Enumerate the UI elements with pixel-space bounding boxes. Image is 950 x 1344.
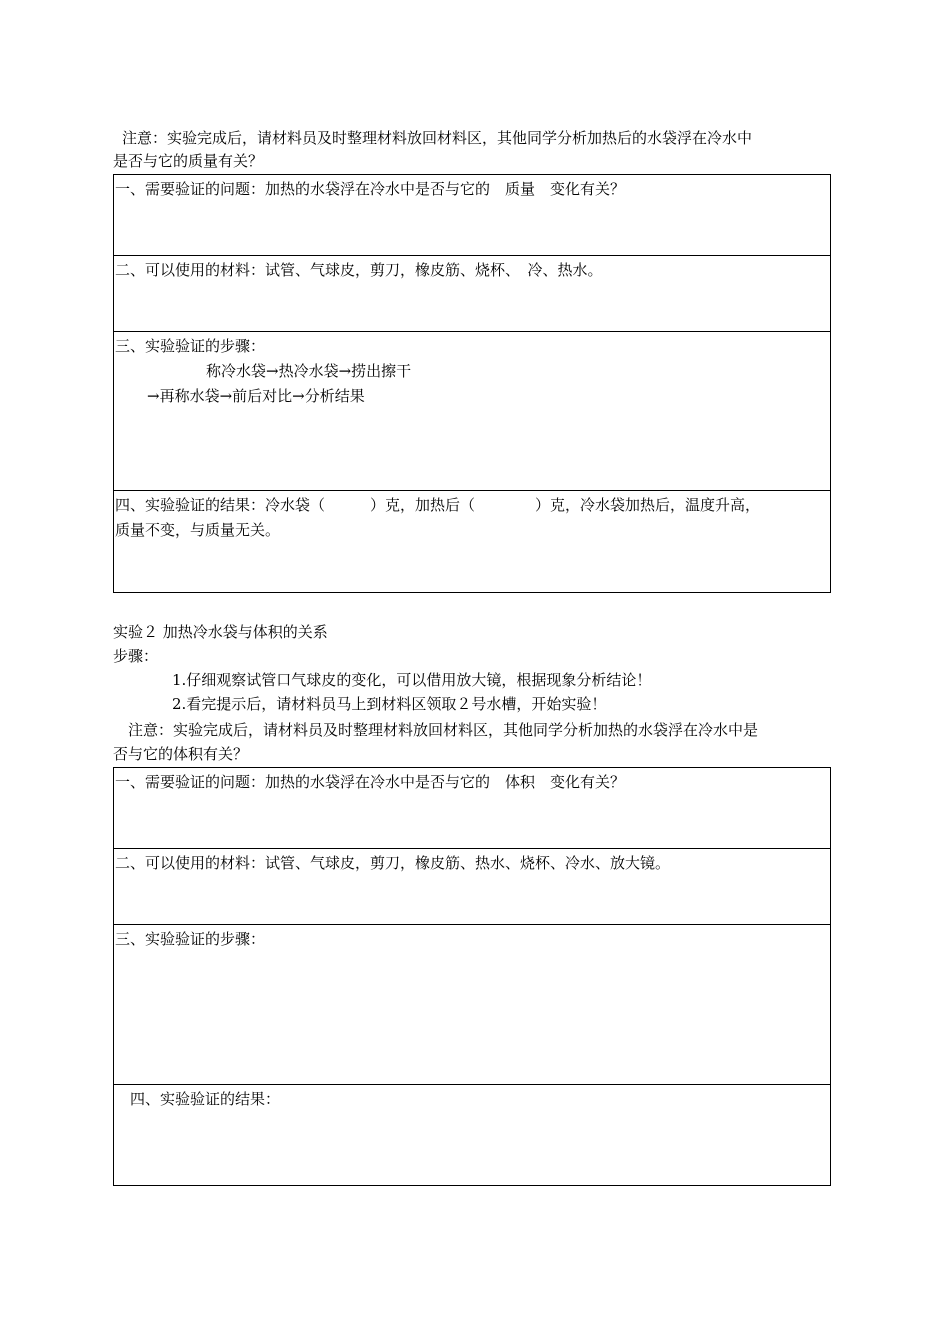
exp2-steps-label: 步骤： <box>113 647 159 665</box>
exp1-row-materials <box>114 255 830 332</box>
exp1-steps-label: 三、实验验证的步骤： <box>115 337 266 355</box>
exp2-note-line1: 注意：实验完成后，请材料员及时整理材料放回材料区，其他同学分析加热的水袋浮在冷水中是 <box>128 721 759 739</box>
exp2-question-text: 一、需要验证的问题：加热的水袋浮在冷水中是否与它的 体积 变化有关？ <box>115 773 626 791</box>
exp1-table <box>113 174 831 593</box>
exp1-result-line2: 质量不变，与质量无关。 <box>115 521 281 539</box>
exp2-steps-label-cell: 三、实验验证的步骤： <box>115 930 266 948</box>
exp2-row-materials <box>114 848 830 925</box>
exp2-row-result <box>114 1084 830 1188</box>
exp2-row-question <box>114 768 830 848</box>
exp1-step-line2: →再称水袋→前后对比→分析结果 <box>147 387 365 405</box>
exp1-note-line2: 是否与它的质量有关？ <box>113 152 264 170</box>
exp1-question-text: 一、需要验证的问题：加热的水袋浮在冷水中是否与它的 质量 变化有关？ <box>115 180 626 198</box>
exp1-step-line1: 称冷水袋→热冷水袋→捞出擦干 <box>206 362 412 380</box>
exp2-note-line2: 否与它的体积有关？ <box>113 745 249 763</box>
exp1-row-result <box>114 490 830 595</box>
exp1-row-steps <box>114 331 830 491</box>
exp2-title: 实验２ 加热冷水袋与体积的关系 <box>113 623 328 641</box>
exp2-materials-text: 二、可以使用的材料：试管、气球皮，剪刀，橡皮筋、热水、烧杯、冷水、放大镜。 <box>115 854 671 872</box>
exp2-table <box>113 767 831 1186</box>
exp1-materials-text: 二、可以使用的材料：试管、气球皮，剪刀，橡皮筋、烧杯、 冷、热水。 <box>115 261 603 279</box>
exp2-step1: 1.仔细观察试管口气球皮的变化，可以借用放大镜，根据现象分析结论！ <box>172 671 652 689</box>
exp2-row-steps <box>114 924 830 1085</box>
exp2-step2: 2.看完提示后，请材料员马上到材料区领取２号水槽，开始实验！ <box>172 695 607 713</box>
exp1-row-question <box>114 175 830 255</box>
exp1-note-line1: 注意：实验完成后，请材料员及时整理材料放回材料区，其他同学分析加热后的水袋浮在冷水中 <box>122 129 753 147</box>
exp2-result-label: 四、实验验证的结果： <box>130 1090 281 1108</box>
exp1-result-line1: 四、实验验证的结果：冷水袋（ ）克，加热后（ ）克，冷水袋加热后，温度升高， <box>115 496 761 514</box>
